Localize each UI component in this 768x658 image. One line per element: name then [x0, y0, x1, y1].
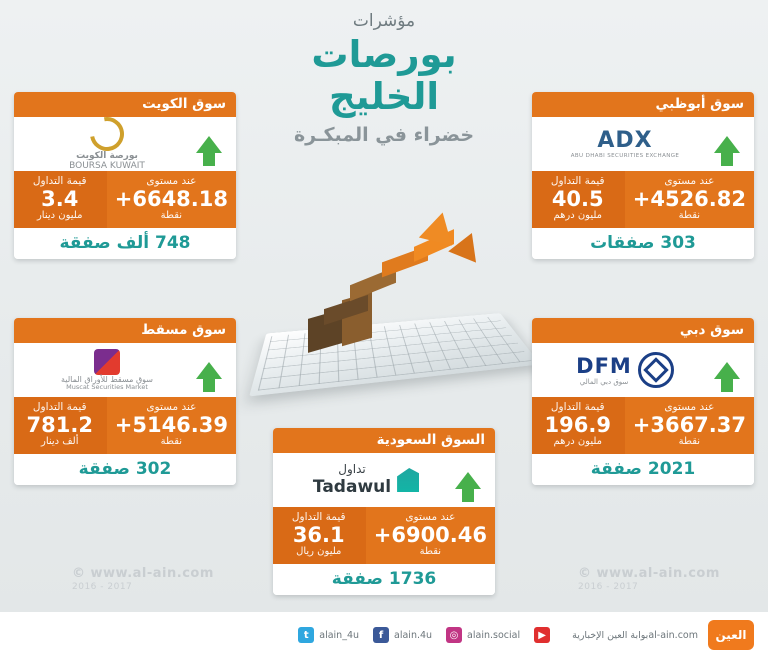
logo-sub-text: تداول: [338, 462, 366, 477]
watermark-url: © www.al-ain.com: [72, 566, 214, 581]
social-item-twitter[interactable]: [298, 627, 359, 643]
up-arrow-icon: [714, 136, 740, 153]
facebook-handle: alain.4u: [394, 629, 433, 641]
index-cell: [366, 507, 495, 564]
index-unit: نقطة: [160, 436, 183, 448]
up-arrow-icon: [196, 136, 222, 153]
index-label: عند مستوى: [146, 401, 197, 413]
index-value: 5146.39+: [114, 413, 228, 438]
card-values: [532, 171, 754, 228]
deals-count: 2021 صفقة: [532, 454, 754, 485]
turnover-label: قيمة التداول: [291, 511, 346, 523]
turnover-unit: ألف دينار: [40, 436, 79, 448]
logo-sub-text: ABU DHABI SECURITIES EXCHANGE: [570, 153, 680, 160]
index-cell: [625, 397, 754, 454]
turnover-unit: مليون دينار: [36, 210, 83, 222]
watermark-years: 2016 - 2017: [578, 582, 639, 593]
twitter-icon[interactable]: t: [298, 627, 314, 643]
exchange-logo-muscat: [22, 349, 192, 392]
deals-count: 302 صفقة: [14, 454, 236, 485]
turnover-label: قيمة التداول: [32, 401, 87, 413]
turnover-value: 196.9: [544, 413, 611, 438]
watermark-url: © www.al-ain.com: [578, 566, 720, 581]
card-values: [273, 507, 495, 564]
index-label: عند مستوى: [664, 175, 715, 187]
logo-main-text: ADX: [597, 128, 653, 154]
tadawul-logo-mark-icon: [397, 468, 419, 492]
headline-line-2: بورصات: [311, 33, 457, 76]
brand-block: [648, 620, 768, 650]
market-card-muscat: [14, 318, 236, 485]
card-logo-row: [273, 453, 495, 507]
index-label: عند مستوى: [146, 175, 197, 187]
index-unit: نقطة: [678, 210, 701, 222]
card-title: السوق السعودية: [273, 428, 495, 453]
card-title: سوق مسقط: [14, 318, 236, 343]
logo-sub-text: بورصة الكويت: [76, 150, 138, 161]
index-value: 6648.18+: [114, 187, 228, 212]
up-arrow-icon: [714, 362, 740, 379]
exchange-logo-kuwait: [22, 117, 192, 172]
turnover-label: قيمة التداول: [550, 401, 605, 413]
index-value: 6900.46+: [373, 523, 487, 548]
turnover-cell: [14, 171, 107, 228]
market-card-kuwait: [14, 92, 236, 259]
turnover-unit: مليون ريال: [296, 546, 342, 558]
logo-sub-text: سوق دبي المالي: [579, 377, 629, 386]
index-label: عند مستوى: [405, 511, 456, 523]
social-links: [284, 627, 648, 643]
muscat-logo-mark-icon: [94, 349, 120, 375]
card-title: سوق الكويت: [14, 92, 236, 117]
growth-illustration: [246, 218, 536, 408]
index-label: عند مستوى: [664, 401, 715, 413]
exchange-logo-abudhabi: [540, 128, 710, 159]
youtube-icon[interactable]: ▶: [534, 627, 550, 643]
up-arrow-icon: [455, 472, 481, 489]
twitter-handle: alain_4u: [319, 629, 360, 641]
card-logo-row: [532, 343, 754, 397]
index-unit: نقطة: [160, 210, 183, 222]
turnover-cell: [273, 507, 366, 564]
keyboard-graphic: [249, 313, 540, 396]
index-cell: [625, 171, 754, 228]
headline-line-1: مؤشرات: [352, 11, 416, 31]
social-item-instagram[interactable]: [446, 627, 520, 643]
index-cell: [107, 397, 236, 454]
logo-main-text: Tadawul: [312, 476, 392, 497]
headline-subtitle: خضراء في المبكـرة: [293, 124, 475, 146]
index-value: 3667.37+: [632, 413, 746, 438]
watermark-years: 2016 - 2017: [72, 582, 133, 593]
card-values: [14, 397, 236, 454]
card-logo-row: [532, 117, 754, 171]
turnover-label: قيمة التداول: [32, 175, 87, 187]
card-values: [532, 397, 754, 454]
turnover-value: 36.1: [292, 523, 345, 548]
dubai-logo-mark-icon: [638, 352, 674, 388]
card-logo-row: [14, 343, 236, 397]
keyboard-keys: [258, 316, 532, 390]
turnover-cell: [14, 397, 107, 454]
logo-sub-text: سوق مسقط للأوراق المالية: [61, 374, 153, 384]
turnover-value: 40.5: [551, 187, 604, 212]
market-card-abudhabi: [532, 92, 754, 259]
turnover-value: 781.2: [26, 413, 93, 438]
site-url: al-ain.com: [648, 629, 698, 641]
deals-count: 1736 صفقة: [273, 564, 495, 595]
up-arrow-icon: [196, 362, 222, 379]
card-values: [14, 171, 236, 228]
facebook-icon[interactable]: f: [373, 627, 389, 643]
logo-main-text: Muscat Securities Market: [66, 382, 148, 391]
turnover-cell: [532, 171, 625, 228]
card-logo-row: [14, 117, 236, 171]
turnover-unit: مليون درهم: [553, 210, 603, 222]
exchange-logo-saudi: [281, 463, 451, 497]
index-unit: نقطة: [419, 546, 442, 558]
instagram-handle: alain.social: [467, 629, 521, 641]
index-unit: نقطة: [678, 436, 701, 448]
deals-count: 303 صفقات: [532, 228, 754, 259]
social-item-youtube[interactable]: [534, 627, 550, 643]
market-card-dubai: [532, 318, 754, 485]
turnover-label: قيمة التداول: [550, 175, 605, 187]
index-value: 4526.82+: [632, 187, 746, 212]
footer-bar: [0, 612, 768, 658]
market-card-saudi: [273, 428, 495, 595]
exchange-logo-dubai: [540, 352, 710, 388]
social-item-facebook[interactable]: [373, 627, 432, 643]
card-title: سوق أبوظبي: [532, 92, 754, 117]
index-cell: [107, 171, 236, 228]
turnover-cell: [532, 397, 625, 454]
headline-line-3: الخليج: [328, 75, 440, 118]
deals-count: 748 ألف صفقة: [14, 228, 236, 259]
turnover-unit: مليون درهم: [553, 436, 603, 448]
logo-main-text: BOURSA KUWAIT: [69, 161, 145, 171]
logo-main-text: DFM: [576, 353, 632, 378]
card-title: سوق دبي: [532, 318, 754, 343]
portal-name: بوابة العين الإخبارية: [572, 629, 649, 641]
turnover-value: 3.4: [41, 187, 79, 212]
alain-logo: العين: [708, 620, 754, 650]
instagram-icon[interactable]: ◎: [446, 627, 462, 643]
